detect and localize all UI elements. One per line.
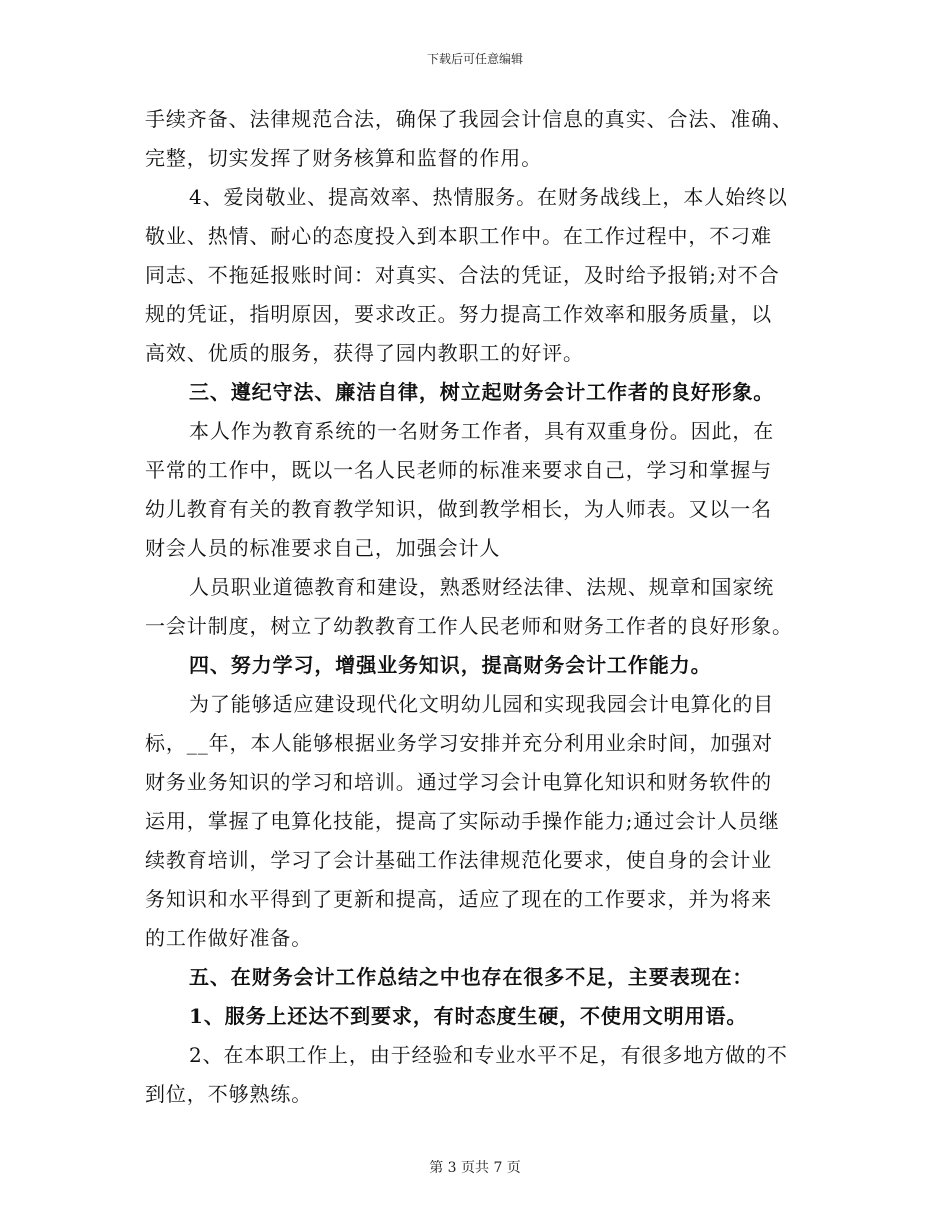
document-body xyxy=(145,100,813,1114)
text-line: 高效、优质的服务，获得了园内教职工的好评。 xyxy=(145,341,584,365)
text-line: 一会计制度，树立了幼教教育工作人民老师和财务工作者的良好形象。 xyxy=(145,614,793,638)
section-heading: 五、在财务会计工作总结之中也存在很多不足，主要表现在： xyxy=(189,965,754,989)
text-line: 完整，切实发挥了财务核算和监督的作用。 xyxy=(145,146,543,170)
section-heading: 三、遵纪守法、廉洁自律，树立起财务会计工作者的良好形象。 xyxy=(189,380,775,404)
paragraph-start: 2、在本职工作上，由于经验和专业水平不足，有很多地方做的不 xyxy=(189,1043,788,1067)
text-line: 标，__年，本人能够根据业务学习安排并充分利用业余时间，加强对 xyxy=(145,731,773,755)
text-line: 财会人员的标准要求自己，加强会计人 xyxy=(145,536,501,560)
text-line: 到位，不够熟练。 xyxy=(145,1082,313,1106)
text-line: 续教育培训，学习了会计基础工作法律规范化要求，使自身的会计业 xyxy=(145,848,772,872)
text-line: 幼儿教育有关的教育教学知识，做到教学相长，为人师表。又以一名 xyxy=(145,497,772,521)
paragraph-start: 为了能够适应建设现代化文明幼儿园和实现我园会计电算化的目 xyxy=(189,692,775,716)
text-line: 敬业、热情、耐心的态度投入到本职工作中。在工作过程中，不刁难 xyxy=(145,224,772,248)
text-line: 运用，掌握了电算化技能，提高了实际动手操作能力;通过会计人员继 xyxy=(145,809,780,833)
text-line: 平常的工作中，既以一名人民老师的标准来要求自己，学习和掌握与 xyxy=(145,458,772,482)
text-line: 规的凭证，指明原因，要求改正。努力提高工作效率和服务质量，以 xyxy=(145,302,772,326)
page-header: 下载后可任意编辑 xyxy=(426,52,523,66)
text-line: 财务业务知识的学习和培训。通过学习会计电算化知识和财务软件的 xyxy=(145,770,772,794)
text-line: 务知识和水平得到了更新和提高，适应了现在的工作要求，并为将来 xyxy=(145,887,772,911)
paragraph-start: 4、爱岗敬业、提高效率、热情服务。在财务战线上，本人始终以 xyxy=(189,185,788,209)
text-line: 同志、不拖延报账时间：对真实、合法的凭证，及时给予报销;对不合 xyxy=(145,263,780,287)
text-line: 的工作做好准备。 xyxy=(145,926,313,950)
paragraph-start: 本人作为教育系统的一名财务工作者，具有双重身份。因此，在 xyxy=(189,419,775,443)
page-footer: 第 3 页共 7 页 xyxy=(429,1160,521,1176)
list-item-heading: 1、服务上还达不到要求，有时态度生硬，不使用文明用语。 xyxy=(189,1004,748,1028)
section-heading: 四、努力学习，增强业务知识，提高财务会计工作能力。 xyxy=(189,653,712,677)
paragraph-start: 人员职业道德教育和建设，熟悉财经法律、法规、规章和国家统 xyxy=(189,575,775,599)
text-line: 手续齐备、法律规范合法，确保了我园会计信息的真实、合法、准确、 xyxy=(145,107,793,131)
